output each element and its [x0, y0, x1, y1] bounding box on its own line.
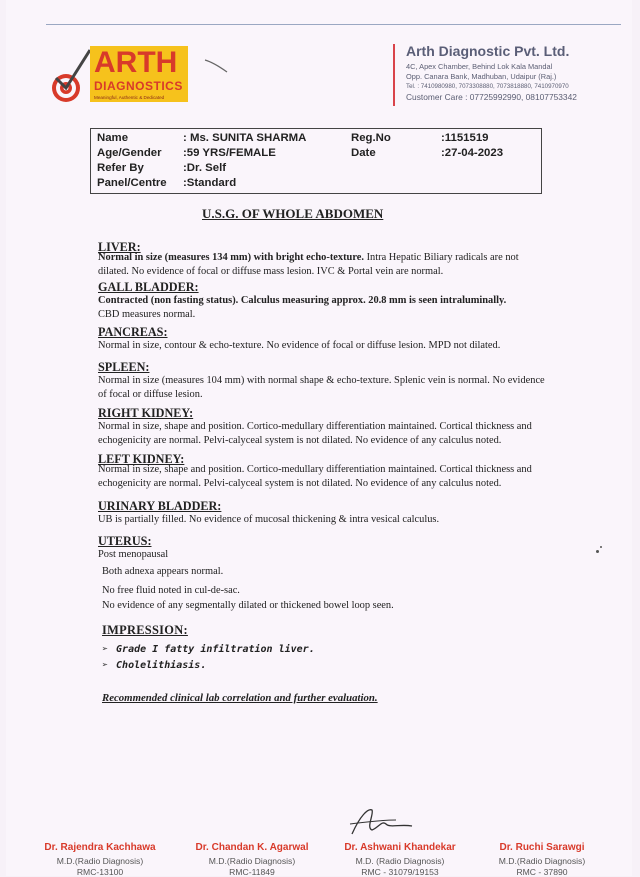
- doctor-registration: RMC - 37890: [516, 867, 568, 877]
- pancreas-text: Normal in size, contour & echo-texture. No evidence of focal or diffuse lesion. MPD not dilated.: [98, 340, 501, 351]
- target-logo-icon: [42, 48, 94, 104]
- logo-title: ARTH: [94, 46, 178, 79]
- doctor-registration: RMC-11849: [229, 867, 275, 877]
- impression-item: [102, 644, 315, 655]
- panel-value: :Standard: [183, 177, 237, 189]
- free-fluid-text: No free fluid noted in cul-de-sac.: [102, 585, 240, 596]
- age-label: Age/Gender: [97, 147, 162, 159]
- address-line-2: Opp. Canara Bank, Madhuban, Udaipur (Raj.): [406, 72, 557, 81]
- age-value: :59 YRS/FEMALE: [183, 147, 276, 159]
- speck: [600, 546, 602, 548]
- recommendation-text: Recommended clinical lab correlation and further evaluation.: [102, 692, 378, 704]
- logo: [90, 46, 188, 102]
- spleen-text: Normal in size (measures 104 mm) with normal shape & echo-texture. Splenic vein is normal. No evidence of focal or diffuse lesion.: [98, 375, 545, 400]
- company-address: [406, 62, 577, 102]
- date-label: Date: [351, 147, 376, 159]
- impression-item: [102, 660, 206, 671]
- telephone-line: Tel. : 7410980980, 7073308880, 7073818880, 7410970970: [406, 83, 569, 90]
- doctor-name: Dr. Chandan K. Agarwal: [195, 842, 309, 853]
- uterus-heading: UTERUS:: [98, 534, 152, 548]
- left-kidney-text: Normal in size, shape and position. Cortico-medullary differentiation maintained. Cortical thickness and echogenicity are normal. Pelvi-calyceal system is not dilated. No evidence of any calculus noted.: [98, 464, 532, 489]
- refer-value: :Dr. Self: [183, 162, 227, 174]
- top-rule: [46, 24, 621, 25]
- right-kidney-heading: RIGHT KIDNEY:: [98, 406, 194, 420]
- doctor-name: Dr. Ruchi Sarawgi: [499, 842, 585, 853]
- liver-findings: [98, 251, 548, 278]
- refer-label: Refer By: [97, 162, 144, 174]
- reg-value: :1151519: [441, 132, 489, 144]
- impression-item-text: Grade I fatty infiltration liver.: [116, 644, 315, 655]
- doctor-name: Dr. Ashwani Khandekar: [344, 842, 456, 853]
- name-label: Name: [97, 132, 129, 144]
- bowel-text: No evidence of any segmentally dilated or thickened bowel loop seen.: [102, 600, 394, 611]
- doctor-registration: RMC-13100: [76, 867, 124, 877]
- impression-heading: IMPRESSION:: [102, 623, 188, 637]
- right-kidney-text: Normal in size, shape and position. Cortico-medullary differentiation maintained. Cortical thickness and echogenicity are normal. Pelvi-calyceal system is not dilated. No evidence of any calculus noted.: [98, 421, 532, 446]
- gall-bladder-text: CBD measures normal.: [98, 308, 196, 320]
- company-name: Arth Diagnostic Pvt. Ltd.: [406, 43, 570, 59]
- doctor-registration: RMC - 31079/19153: [361, 867, 439, 877]
- reg-label: Reg.No: [351, 132, 391, 144]
- report-page: [6, 0, 632, 876]
- customer-care-line: Customer Care : 07725992990, 08107753342: [406, 92, 577, 102]
- left-kidney-heading: LEFT KIDNEY:: [98, 452, 185, 466]
- adnexa-text: Both adnexa appears normal.: [102, 566, 224, 577]
- speck: [596, 550, 599, 553]
- signature-mark: [346, 806, 416, 840]
- spleen-heading: SPLEEN:: [98, 360, 150, 374]
- logo-tagline: Meaningful, Authentic & Dedicated: [94, 95, 165, 100]
- doctor-degree: M.D.(Radio Diagnosis): [208, 856, 296, 866]
- liver-heading: LIVER:: [98, 240, 141, 254]
- doctor-degree: M.D.(Radio Diagnosis): [498, 856, 586, 866]
- report-title: U.S.G. OF WHOLE ABDOMEN: [202, 206, 384, 221]
- address-line-1: 4C, Apex Chamber, Behind Lok Kala Mandal: [406, 62, 553, 71]
- date-value: :27-04-2023: [441, 147, 504, 159]
- gall-bladder-bold-text: Contracted (non fasting status). Calculus measuring approx. 20.8 mm is seen intraluminally.: [98, 295, 507, 306]
- arrow-bullet-icon: ➢: [102, 660, 109, 671]
- header-divider: [393, 44, 395, 106]
- logo-subtitle: DIAGNOSTICS: [94, 79, 183, 93]
- doctor-name: Dr. Rajendra Kachhawa: [44, 842, 156, 853]
- doctor-signature-block: [480, 842, 604, 877]
- gall-bladder-findings: [98, 294, 548, 321]
- uterus-text: Post menopausal: [98, 549, 169, 560]
- doctor-degree: M.D.(Radio Diagnosis): [56, 856, 144, 866]
- doctor-signature-block: [190, 842, 314, 877]
- doctor-signature-block: [38, 842, 162, 877]
- panel-label: Panel/Centre: [97, 177, 167, 189]
- gall-bladder-heading: GALL BLADDER:: [98, 280, 199, 294]
- urinary-bladder-text: UB is partially filled. No evidence of mucosal thickening & intra vesical calculus.: [98, 514, 440, 525]
- pancreas-heading: PANCREAS:: [98, 325, 168, 339]
- arrow-bullet-icon: ➢: [102, 644, 109, 655]
- doctor-degree: M.D. (Radio Diagnosis): [355, 856, 445, 866]
- patient-details-box: [90, 128, 542, 194]
- impression-item-text: Cholelithiasis.: [116, 660, 207, 671]
- name-value: : Ms. SUNITA SHARMA: [183, 132, 307, 144]
- liver-bold-text: Normal in size (measures 134 mm) with bright echo-texture.: [98, 252, 364, 263]
- pen-mark: [204, 58, 228, 74]
- urinary-bladder-heading: URINARY BLADDER:: [98, 499, 222, 513]
- liver-text: Intra Hepatic Biliary radicals are not dilated. No evidence of focal or diffuse mass lesion. IVC & Portal vein are normal.: [98, 252, 519, 277]
- doctor-signature-block: [336, 842, 464, 877]
